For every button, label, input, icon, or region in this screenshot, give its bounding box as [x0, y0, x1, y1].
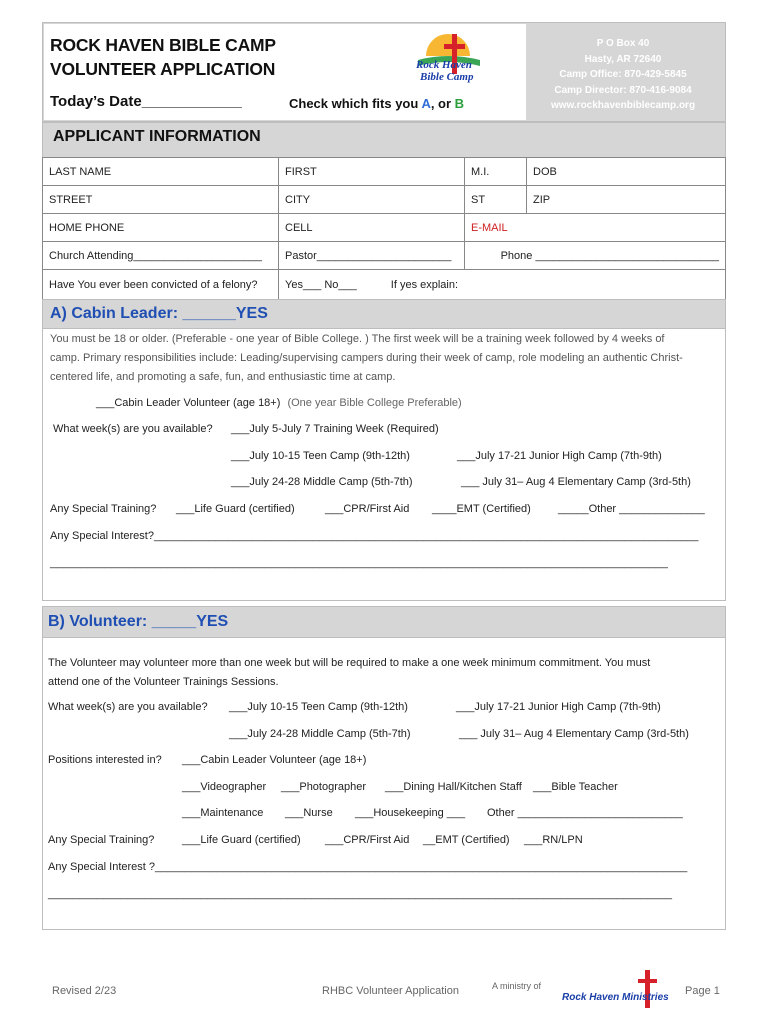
volunteer-training-rn[interactable]: ___RN/LPN	[524, 834, 583, 846]
position-photographer[interactable]: ___Photographer	[281, 781, 367, 793]
position-bible-teacher[interactable]: ___Bible Teacher	[533, 781, 618, 793]
camp-office-phone: Camp Office: 870-429-5845	[559, 69, 687, 80]
volunteer-title[interactable]: B) Volunteer: _____YES	[48, 613, 229, 630]
state-field[interactable]: ST	[465, 186, 527, 214]
applicant-info-table	[42, 157, 726, 300]
cabin-training-label: Any Special Training?	[50, 503, 157, 515]
cabin-week-elementary[interactable]: ___ July 31– Aug 4 Elementary Camp (3rd-5th)	[461, 476, 691, 488]
church-attending-field[interactable]: Church Attending_____________________	[43, 242, 279, 270]
footer-ministry-label: A ministry of	[492, 981, 542, 991]
volunteer-week-junior-high[interactable]: ___July 17-21 Junior High Camp (7th-9th)	[456, 701, 661, 713]
position-dining-hall[interactable]: ___Dining Hall/Kitchen Staff	[385, 781, 522, 793]
applicant-section-title: APPLICANT INFORMATION	[53, 128, 261, 145]
email-field[interactable]: E-MAIL	[465, 214, 726, 242]
position-videographer[interactable]: ___Videographer	[182, 781, 267, 793]
pastor-field[interactable]: Pastor______________________	[279, 242, 465, 270]
volunteer-week-elementary[interactable]: ___ July 31– Aug 4 Elementary Camp (3rd-5th)	[459, 728, 689, 740]
table-row	[43, 214, 726, 242]
cabin-leader-title[interactable]: A) Cabin Leader: ______YES	[50, 305, 268, 322]
footer-title: RHBC Volunteer Application	[322, 985, 459, 997]
felony-question: Have You ever been convicted of a felony?	[43, 270, 279, 300]
po-box: P O Box 40	[596, 38, 650, 49]
positions-label: Positions interested in?	[48, 754, 162, 766]
cabin-description: You must be 18 or older. (Preferable - one year of Bible College. ) The first week will be a training week followed by 4 weeks of camp. Primary responsibilities include: Leading/supervising campers during their week of camp, role modeling an authentic Christ- centered life, and promoting a safe, fun, and enthusiastic time at camp.	[50, 333, 683, 383]
position-maintenance[interactable]: ___Maintenance	[182, 807, 264, 819]
table-row	[43, 158, 726, 186]
cabin-training-lifeguard[interactable]: ___Life Guard (certified)	[176, 503, 295, 515]
church-phone-field[interactable]: Phone ______________________________	[465, 242, 726, 270]
cabin-special-interest-line2[interactable]: _____________________________________________________________________________________________________	[50, 557, 668, 569]
city-field[interactable]: CITY	[279, 186, 465, 214]
volunteer-description: The Volunteer may volunteer more than one week but will be required to make a one week minimum commitment. You must attend one of the Volunteer Trainings Sessions.	[48, 657, 651, 688]
volunteer-training-emt[interactable]: __EMT (Certified)	[423, 834, 510, 846]
cabin-training-emt[interactable]: ____EMT (Certified)	[432, 503, 531, 515]
volunteer-week-middle[interactable]: ___July 24-28 Middle Camp (5th-7th)	[229, 728, 411, 740]
cabin-week-teen[interactable]: ___July 10-15 Teen Camp (9th-12th)	[231, 450, 410, 462]
dob-field[interactable]: DOB	[527, 158, 726, 186]
contact-info	[528, 36, 718, 114]
cabin-training-other[interactable]: _____Other ______________	[558, 503, 705, 515]
svg-text:Bible Camp: Bible Camp	[420, 71, 474, 83]
zip-field[interactable]: ZIP	[527, 186, 726, 214]
position-cabin-leader[interactable]: ___Cabin Leader Volunteer (age 18+)	[182, 754, 367, 766]
position-nurse[interactable]: ___Nurse	[285, 807, 333, 819]
cabin-special-interest[interactable]: Any Special Interest?_________________________________________________________________________________________	[50, 530, 699, 542]
position-housekeeping[interactable]: ___Housekeeping ___	[355, 807, 466, 819]
table-row	[43, 242, 726, 270]
rock-haven-bible-camp-logo	[412, 30, 486, 86]
first-name-field[interactable]: FIRST	[279, 158, 465, 186]
position-other[interactable]: Other ___________________________	[487, 807, 683, 819]
cabin-week-middle[interactable]: ___July 24-28 Middle Camp (5th-7th)	[231, 476, 413, 488]
table-row	[43, 186, 726, 214]
felony-explain-field[interactable]	[465, 270, 726, 300]
last-name-field[interactable]: LAST NAME	[43, 158, 279, 186]
rock-haven-ministries-logo	[562, 970, 670, 1014]
check-which-fits: Check which fits you A, or B	[289, 96, 465, 111]
cabin-weeks-label: What week(s) are you available?	[53, 423, 213, 435]
street-field[interactable]: STREET	[43, 186, 279, 214]
cabin-week-training[interactable]: ___July 5-July 7 Training Week (Required)	[231, 423, 439, 435]
table-row	[43, 270, 726, 300]
svg-text:Rock Haven: Rock Haven	[416, 59, 472, 71]
volunteer-training-lifeguard[interactable]: ___Life Guard (certified)	[182, 834, 301, 846]
todays-date-field[interactable]: Today’s Date____________	[50, 93, 242, 110]
volunteer-training-label: Any Special Training?	[48, 834, 155, 846]
volunteer-weeks-label: What week(s) are you available?	[48, 701, 208, 713]
volunteer-special-interest[interactable]: Any Special Interest ?_______________________________________________________________________________________	[48, 861, 688, 873]
felony-yes-no[interactable]: Yes___ No___ If yes explain:	[279, 270, 465, 300]
home-phone-field[interactable]: HOME PHONE	[43, 214, 279, 242]
volunteer-week-teen[interactable]: ___July 10-15 Teen Camp (9th-12th)	[229, 701, 408, 713]
page-title: ROCK HAVEN BIBLE CAMP VOLUNTEER APPLICATION	[50, 35, 276, 79]
mi-field[interactable]: M.I.	[465, 158, 527, 186]
footer-revised: Revised 2/23	[52, 985, 117, 997]
footer-page-number: Page 1	[685, 985, 720, 997]
volunteer-training-cpr[interactable]: ___CPR/First Aid	[325, 834, 410, 846]
cabin-training-cpr[interactable]: ___CPR/First Aid	[325, 503, 410, 515]
cabin-week-junior-high[interactable]: ___July 17-21 Junior High Camp (7th-9th)	[457, 450, 662, 462]
city: Hasty, AR 72640	[584, 53, 662, 65]
cell-field[interactable]: CELL	[279, 214, 465, 242]
volunteer-special-interest-line2[interactable]: ______________________________________________________________________________________________________	[48, 888, 673, 900]
svg-text:Rock Haven Ministries: Rock Haven Ministries	[562, 992, 669, 1003]
camp-director-phone: Camp Director: 870-416-9084	[554, 84, 692, 96]
cabin-volunteer-option[interactable]: ___Cabin Leader Volunteer (age 18+) (One year Bible College Preferable)	[96, 397, 462, 409]
website-link[interactable]: www.rockhavenbiblecamp.org	[550, 100, 696, 111]
